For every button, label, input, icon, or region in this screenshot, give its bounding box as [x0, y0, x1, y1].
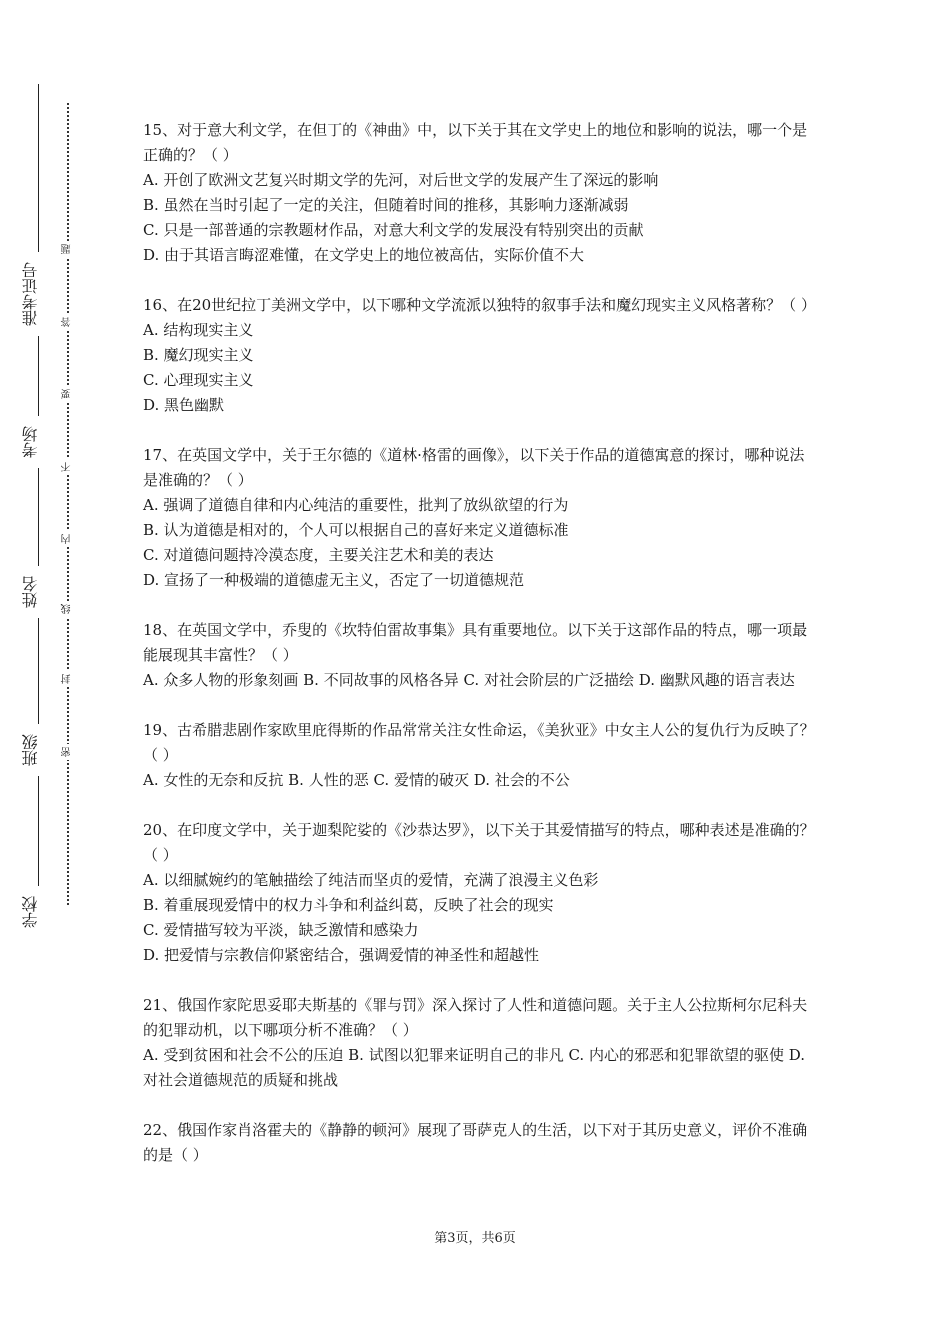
seal-char: 要: [60, 386, 76, 402]
question-stem: 18、在英国文学中，乔叟的《坎特伯雷故事集》具有重要地位。以下关于这部作品的特点，哪一项最能展现其丰富性？（ ）: [143, 621, 808, 664]
binding-line: [38, 468, 39, 566]
seal-char: 密: [60, 744, 76, 760]
option-a: A. 强调了道德自律和内心纯洁的重要性，批判了放纵欲望的行为: [143, 496, 569, 514]
options-inline: A. 女性的无奈和反抗 B. 人性的恶 C. 爱情的破灭 D. 社会的不公: [143, 771, 570, 789]
name-label: 姓名: [21, 576, 40, 608]
option-c: C. 爱情描写较为平淡，缺乏激情和感染力: [143, 921, 419, 939]
option-d: D. 由于其语言晦涩难懂，在文学史上的地位被高估，实际价值不大: [143, 246, 585, 264]
question-stem: 21、俄国作家陀思妥耶夫斯基的《罪与罚》深入探讨了人性和道德问题。关于主人公拉斯柯尔尼科夫的犯罪动机，以下哪项分析不准确？（ ）: [143, 996, 808, 1039]
option-d: D. 宣扬了一种极端的道德虚无主义，否定了一切道德规范: [143, 571, 525, 589]
seal-dotted-line: [67, 103, 69, 905]
question-15: [143, 118, 819, 268]
question-19: [143, 718, 819, 793]
question-22: [143, 1118, 819, 1168]
binding-line: [38, 84, 39, 252]
option-a: A. 结构现实主义: [143, 321, 254, 339]
seal-char: 题: [60, 241, 76, 257]
seal-char: 答: [60, 314, 76, 330]
seal-char: 线: [60, 601, 76, 617]
option-c: C. 心理现实主义: [143, 371, 254, 389]
question-stem: 16、在20世纪拉丁美洲文学中，以下哪种文学流派以独特的叙事手法和魔幻现实主义风格著称？（ ）: [143, 296, 816, 314]
question-stem: 19、古希腊悲剧作家欧里庇得斯的作品常常关注女性命运，《美狄亚》中女主人公的复仇行为反映了？（ ）: [143, 721, 815, 764]
question-17: [143, 443, 819, 593]
question-21: [143, 993, 819, 1093]
option-b: B. 魔幻现实主义: [143, 346, 254, 364]
option-d: D. 把爱情与宗教信仰紧密结合，强调爱情的神圣性和超越性: [143, 946, 540, 964]
seal-char: 不: [60, 459, 76, 475]
question-stem: 15、对于意大利文学，在但丁的《神曲》中，以下关于其在文学史上的地位和影响的说法，哪一个是正确的？（ ）: [143, 121, 808, 164]
option-c: C. 对道德问题持冷漠态度，主要关注艺术和美的表达: [143, 546, 494, 564]
exam-number-label: 准考证号: [21, 262, 40, 326]
option-b: B. 认为道德是相对的，个人可以根据自己的喜好来定义道德标准: [143, 521, 569, 539]
school-label: 学校: [21, 896, 40, 928]
option-a: A. 开创了欧洲文艺复兴时期文学的先河，对后世文学的发展产生了深远的影响: [143, 171, 659, 189]
option-b: B. 虽然在当时引起了一定的关注，但随着时间的推移，其影响力逐渐减弱: [143, 196, 629, 214]
options-inline: A. 众多人物的形象刻画 B. 不同故事的风格各异 C. 对社会阶层的广泛描绘 D. 幽默风趣的语言表达: [143, 671, 795, 689]
seal-char: 内: [60, 531, 76, 547]
option-b: B. 着重展现爱情中的权力斗争和利益纠葛，反映了社会的现实: [143, 896, 554, 914]
binding-line: [38, 776, 39, 886]
class-label: 班级: [21, 734, 40, 766]
page-number: 第3页，共6页: [434, 1231, 516, 1246]
seal-char: 封: [60, 671, 76, 687]
question-stem: 17、在英国文学中，关于王尔德的《道林·格雷的画像》，以下关于作品的道德寓意的探讨，哪种说法是准确的？（ ）: [143, 446, 805, 489]
binding-line: [38, 336, 39, 416]
options-inline: A. 受到贫困和社会不公的压迫 B. 试图以犯罪来证明自己的非凡 C. 内心的邪恶和犯罪欲望的驱使 D. 对社会道德规范的质疑和挑战: [143, 1046, 805, 1089]
question-list: [143, 118, 819, 1193]
question-20: [143, 818, 819, 968]
option-d: D. 黑色幽默: [143, 396, 225, 414]
binding-line: [38, 618, 39, 724]
question-16: [143, 293, 819, 418]
question-stem: 22、俄国作家肖洛霍夫的《静静的顿河》展现了哥萨克人的生活，以下对于其历史意义，评价不准确的是（ ）: [143, 1121, 808, 1164]
option-c: C. 只是一部普通的宗教题材作品，对意大利文学的发展没有特别突出的贡献: [143, 221, 644, 239]
question-18: [143, 618, 819, 693]
option-a: A. 以细腻婉约的笔触描绘了纯洁而坚贞的爱情，充满了浪漫主义色彩: [143, 871, 599, 889]
exam-room-label: 考场: [21, 426, 40, 458]
question-stem: 20、在印度文学中，关于迦梨陀娑的《沙恭达罗》，以下关于其爱情描写的特点，哪种表述是准确的？（ ）: [143, 821, 815, 864]
